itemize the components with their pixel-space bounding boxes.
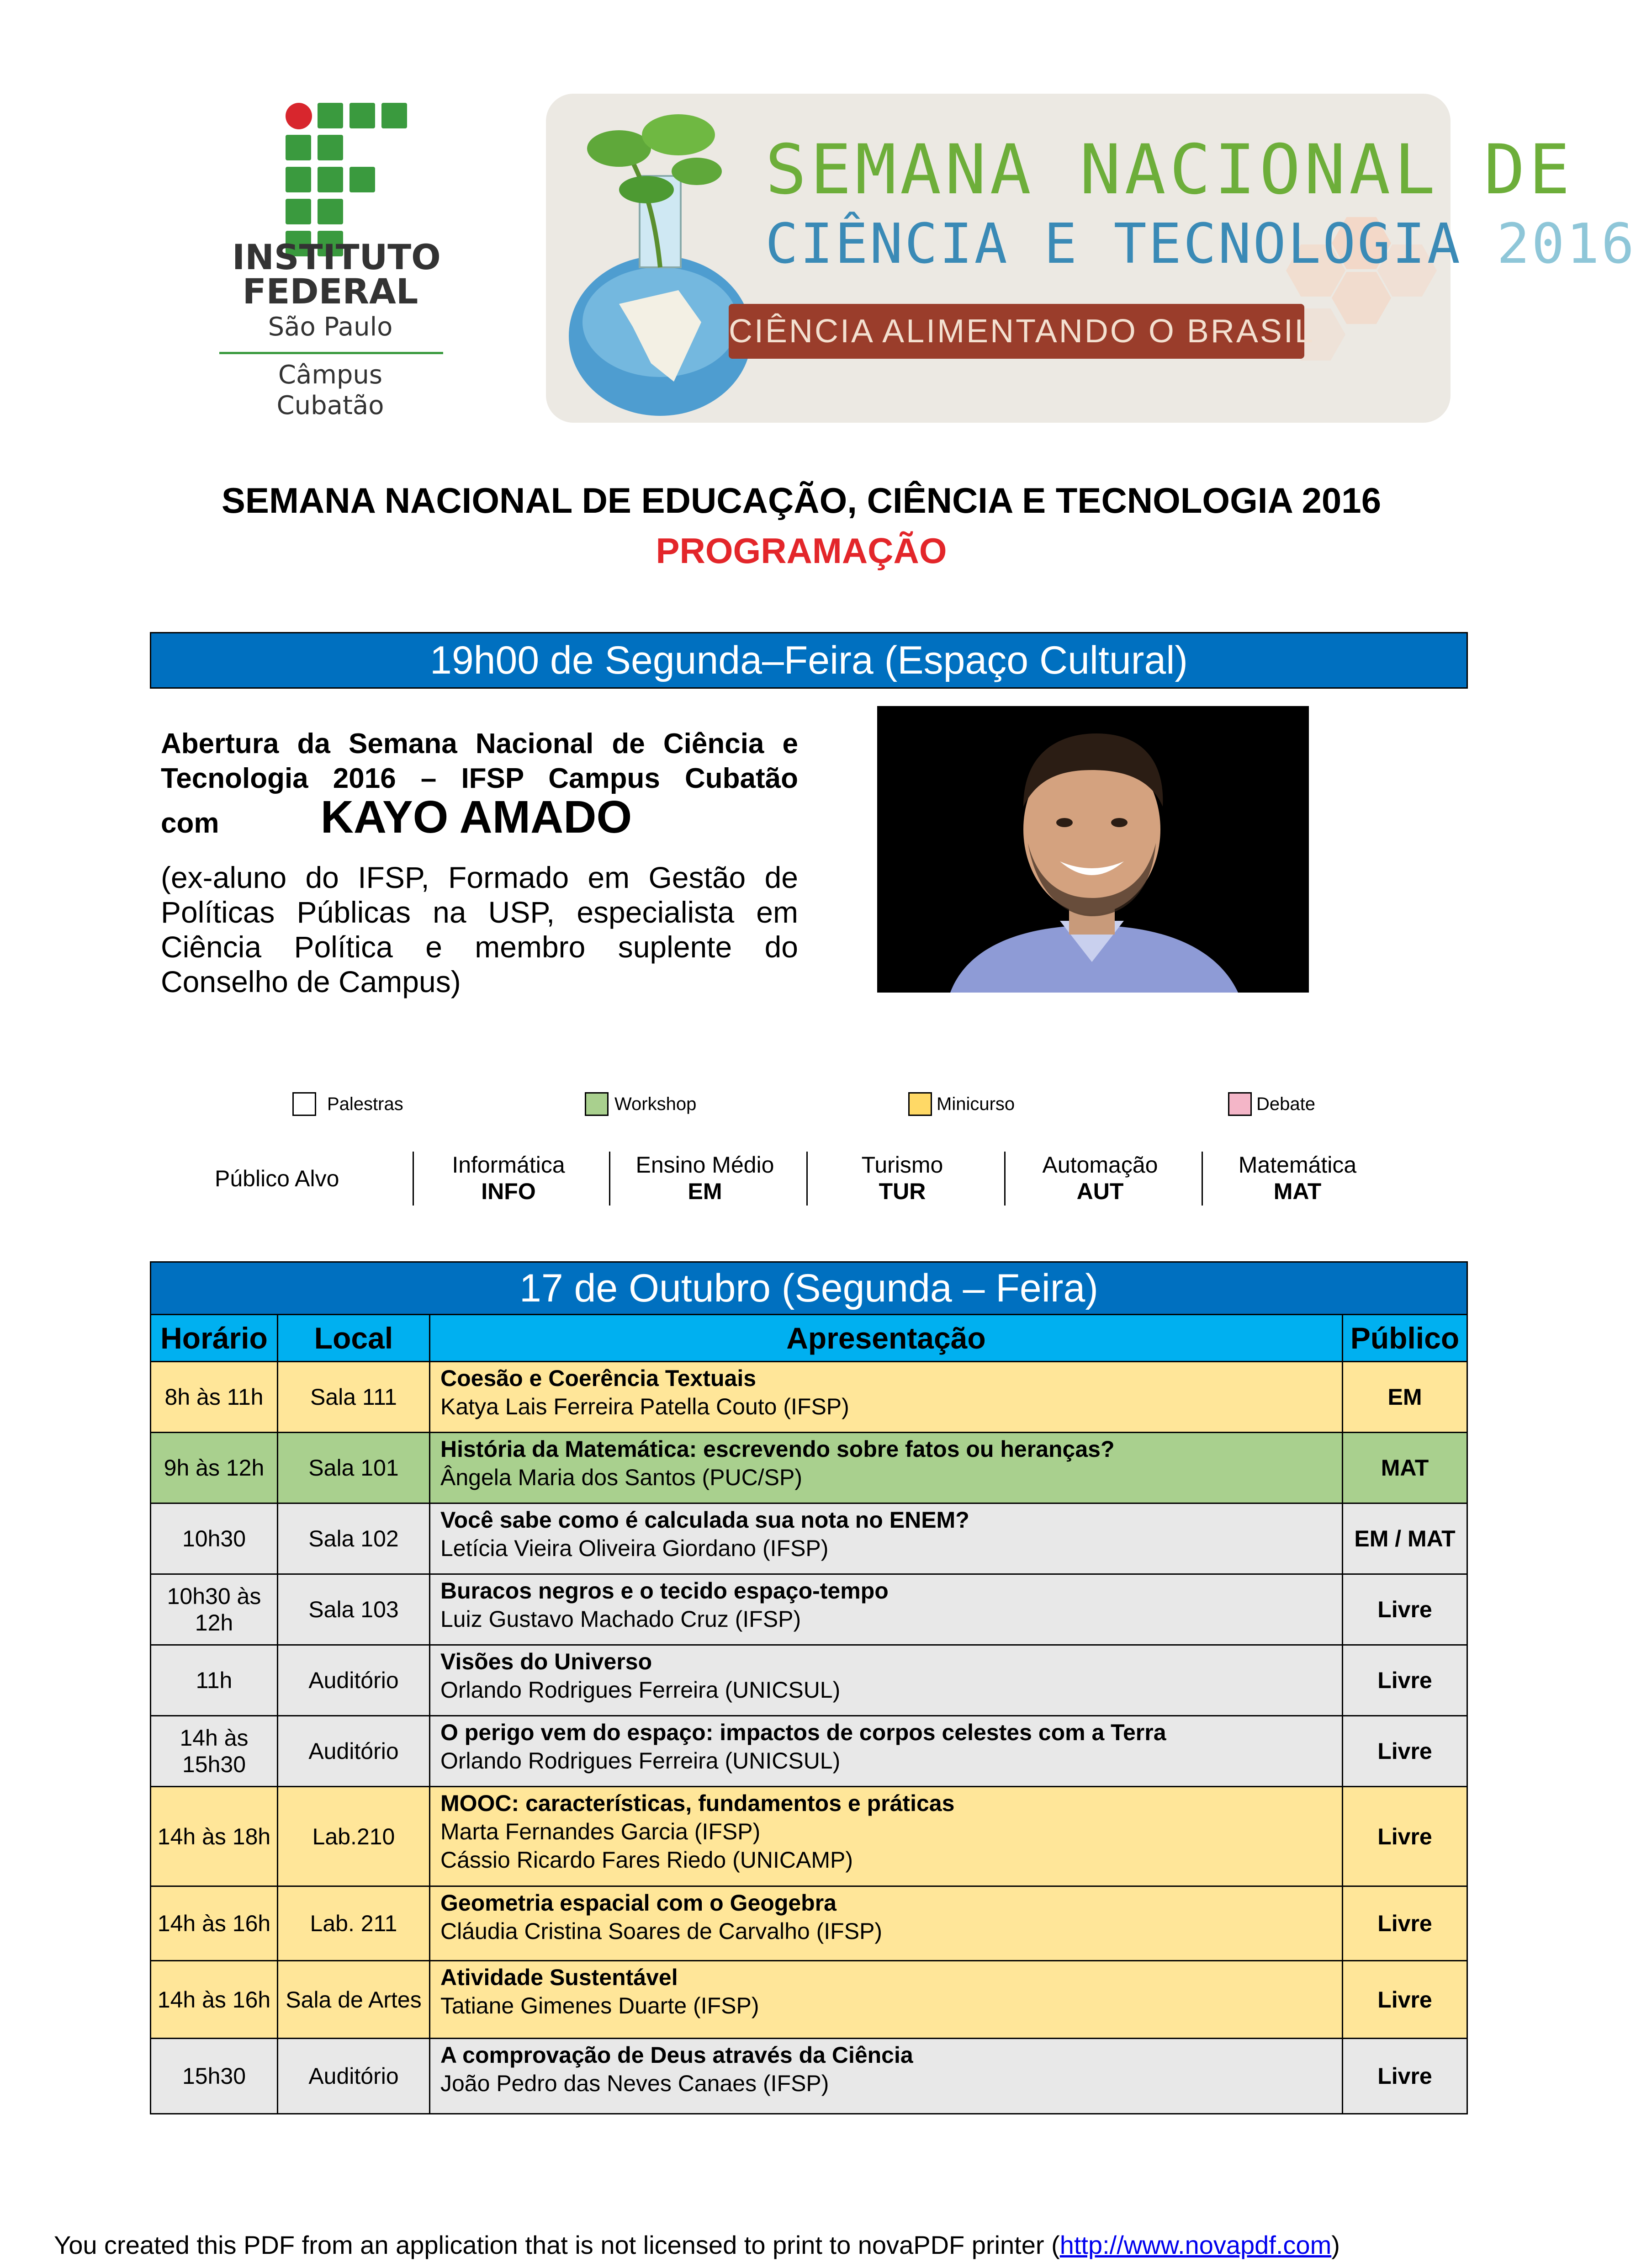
opening-text: Abertura da Semana Nacional de Ciência e Tecnologia 2016 – IFSP Campus Cubatão — [161, 728, 798, 794]
table-row — [151, 1716, 1467, 1787]
row-place: Auditório — [278, 2039, 430, 2114]
speaker-portrait-image — [877, 706, 1309, 993]
legend-label-debate: Debate — [1256, 1094, 1315, 1114]
row-place: Sala 102 — [278, 1503, 430, 1574]
row-audience: Livre — [1343, 1886, 1467, 1961]
row-presentation — [430, 1503, 1343, 1574]
presentation-speaker: Marta Fernandes Garcia (IFSP) — [440, 1819, 761, 1844]
table-row — [151, 1503, 1467, 1574]
table-row — [151, 1362, 1467, 1433]
presentation-speaker: João Pedro das Neves Canaes (IFSP) — [440, 2071, 829, 2096]
schedule-day-header: 17 de Outubro (Segunda – Feira) — [151, 1262, 1467, 1315]
presentation-speaker: Letícia Vieira Oliveira Giordano (IFSP) — [440, 1535, 829, 1561]
col-header-time: Horário — [151, 1315, 278, 1362]
logo-text-federal: FEDERAL — [242, 271, 418, 312]
presentation-speaker: Ângela Maria dos Santos (PUC/SP) — [440, 1465, 803, 1490]
row-time: 14h às 16h — [151, 1961, 278, 2039]
row-place: Auditório — [278, 1716, 430, 1787]
banner-tagline: CIÊNCIA ALIMENTANDO O BRASIL — [729, 304, 1304, 359]
row-time: 10h30 às 12h — [151, 1574, 278, 1645]
logo-text-state: São Paulo — [268, 312, 393, 342]
row-presentation — [430, 1362, 1343, 1433]
table-row — [151, 1886, 1467, 1961]
presentation-speaker: Orlando Rodrigues Ferreira (UNICSUL) — [440, 1748, 841, 1774]
row-presentation — [430, 1961, 1343, 2039]
row-audience: EM / MAT — [1343, 1503, 1467, 1574]
com-word: com — [161, 807, 219, 839]
logo-red-dot — [286, 103, 312, 129]
table-row — [151, 1574, 1467, 1645]
row-time: 14h às 15h30 — [151, 1716, 278, 1787]
row-place: Lab. 211 — [278, 1886, 430, 1961]
row-audience: Livre — [1343, 1787, 1467, 1886]
banner-year: 2016 — [1497, 212, 1636, 276]
presentation-speaker: Cláudia Cristina Soares de Carvalho (IFSP) — [440, 1918, 883, 1944]
presentation-title: Você sabe como é calculada sua nota no ENEM? — [440, 1507, 969, 1533]
banner-title-line1: SEMANA NACIONAL DE — [765, 130, 1574, 210]
row-time: 9h às 12h — [151, 1433, 278, 1503]
banner-title-line2: CIÊNCIA E TECNOLOGIA 2016 — [765, 212, 1636, 276]
row-presentation — [430, 1787, 1343, 1886]
col-header-presentation: Apresentação — [430, 1315, 1343, 1362]
audience-aut: Automação AUT — [1042, 1152, 1158, 1204]
audience-label: Público Alvo — [215, 1166, 339, 1191]
presentation-title: A comprovação de Deus através da Ciência — [440, 2042, 913, 2068]
row-audience: EM — [1343, 1362, 1467, 1433]
row-place: Sala 101 — [278, 1433, 430, 1503]
speaker-line — [161, 791, 798, 850]
legend-label-workshop: Workshop — [614, 1094, 697, 1114]
legend-label-minicurso: Minicurso — [937, 1094, 1015, 1114]
row-place: Lab.210 — [278, 1787, 430, 1886]
presentation-speaker: Orlando Rodrigues Ferreira (UNICSUL) — [440, 1677, 841, 1703]
table-row — [151, 1787, 1467, 1886]
row-time: 15h30 — [151, 2039, 278, 2114]
row-place: Sala 103 — [278, 1574, 430, 1645]
table-row — [151, 1961, 1467, 2039]
speaker-photo — [877, 706, 1309, 993]
presentation-title: O perigo vem do espaço: impactos de corpos celestes com a Terra — [440, 1720, 1166, 1745]
opening-description — [161, 727, 798, 999]
flask-globe-icon — [564, 107, 756, 418]
row-presentation — [430, 1716, 1343, 1787]
audience-em: Ensino Médio EM — [635, 1152, 774, 1204]
col-header-place: Local — [278, 1315, 430, 1362]
speaker-name: KAYO AMADO — [320, 791, 632, 843]
table-row — [151, 1433, 1467, 1503]
row-time: 10h30 — [151, 1503, 278, 1574]
presentation-speaker: Cássio Ricardo Fares Riedo (UNICAMP) — [440, 1847, 853, 1873]
presentation-title: História da Matemática: escrevendo sobre fatos ou heranças? — [440, 1436, 1115, 1462]
presentation-speaker: Katya Lais Ferreira Patella Couto (IFSP) — [440, 1394, 849, 1419]
presentation-title: Atividade Sustentável — [440, 1965, 678, 1990]
col-header-audience: Público — [1343, 1315, 1467, 1362]
row-audience: MAT — [1343, 1433, 1467, 1503]
opening-header: 19h00 de Segunda–Feira (Espaço Cultural) — [150, 632, 1468, 689]
row-place: Auditório — [278, 1645, 430, 1716]
presentation-title: Coesão e Coerência Textuais — [440, 1365, 757, 1391]
row-audience: Livre — [1343, 2039, 1467, 2114]
logo-text-instituto: INSTITUTO — [232, 237, 441, 277]
row-time: 8h às 11h — [151, 1362, 278, 1433]
schedule-table — [150, 1261, 1468, 2114]
presentation-speaker: Tatiane Gimenes Duarte (IFSP) — [440, 1993, 759, 2018]
presentation-title: MOOC: características, fundamentos e práticas — [440, 1790, 955, 1816]
schedule-body — [151, 1362, 1467, 2114]
presentation-speaker: Luiz Gustavo Machado Cruz (IFSP) — [440, 1606, 801, 1632]
row-time: 11h — [151, 1645, 278, 1716]
audience-tur: Turismo TUR — [861, 1152, 943, 1204]
presentation-title: Geometria espacial com o Geogebra — [440, 1890, 837, 1916]
row-place: Sala de Artes — [278, 1961, 430, 2039]
audience-info: Informática INFO — [452, 1152, 565, 1204]
row-presentation — [430, 1574, 1343, 1645]
logo-divider — [219, 352, 443, 354]
snct-banner — [546, 94, 1636, 423]
legend-label-palestras: Palestras — [327, 1094, 403, 1114]
legend-swatch-workshop — [585, 1092, 609, 1116]
logo-text-campus: Câmpus — [278, 360, 383, 390]
row-time: 14h às 18h — [151, 1787, 278, 1886]
row-time: 14h às 16h — [151, 1886, 278, 1961]
logo-text-city: Cubatão — [276, 391, 384, 420]
row-place: Sala 111 — [278, 1362, 430, 1433]
table-row — [151, 1645, 1467, 1716]
audience-mat: Matemática MAT — [1238, 1152, 1357, 1204]
row-presentation — [430, 2039, 1343, 2114]
legend-swatch-minicurso — [908, 1092, 932, 1116]
page-subtitle: PROGRAMAÇÃO — [656, 531, 947, 571]
speaker-bio: (ex-aluno do IFSP, Formado em Gestão de Políticas Públicas na USP, especialista em Ciência Política e membro suplente do Conselho de Campus) — [161, 860, 798, 999]
page-title: SEMANA NACIONAL DE EDUCAÇÃO, CIÊNCIA E TECNOLOGIA 2016 — [221, 480, 1382, 521]
legend-swatch-debate — [1228, 1092, 1252, 1116]
presentation-title: Buracos negros e o tecido espaço-tempo — [440, 1578, 889, 1604]
row-audience: Livre — [1343, 1716, 1467, 1787]
row-audience: Livre — [1343, 1574, 1467, 1645]
table-row — [151, 2039, 1467, 2114]
presentation-title: Visões do Universo — [440, 1649, 652, 1674]
row-presentation — [430, 1645, 1343, 1716]
row-audience: Livre — [1343, 1645, 1467, 1716]
footer-notice: You created this PDF from an application that is not licensed to print to novaPDF printer (http://www.novapdf.com) — [54, 2231, 1340, 2259]
institute-logo — [219, 98, 452, 427]
footer-link[interactable]: http://www.novapdf.com — [1059, 2231, 1332, 2259]
row-presentation — [430, 1886, 1343, 1961]
row-presentation — [430, 1433, 1343, 1503]
row-audience: Livre — [1343, 1961, 1467, 2039]
legend-swatch-palestras — [292, 1092, 316, 1116]
